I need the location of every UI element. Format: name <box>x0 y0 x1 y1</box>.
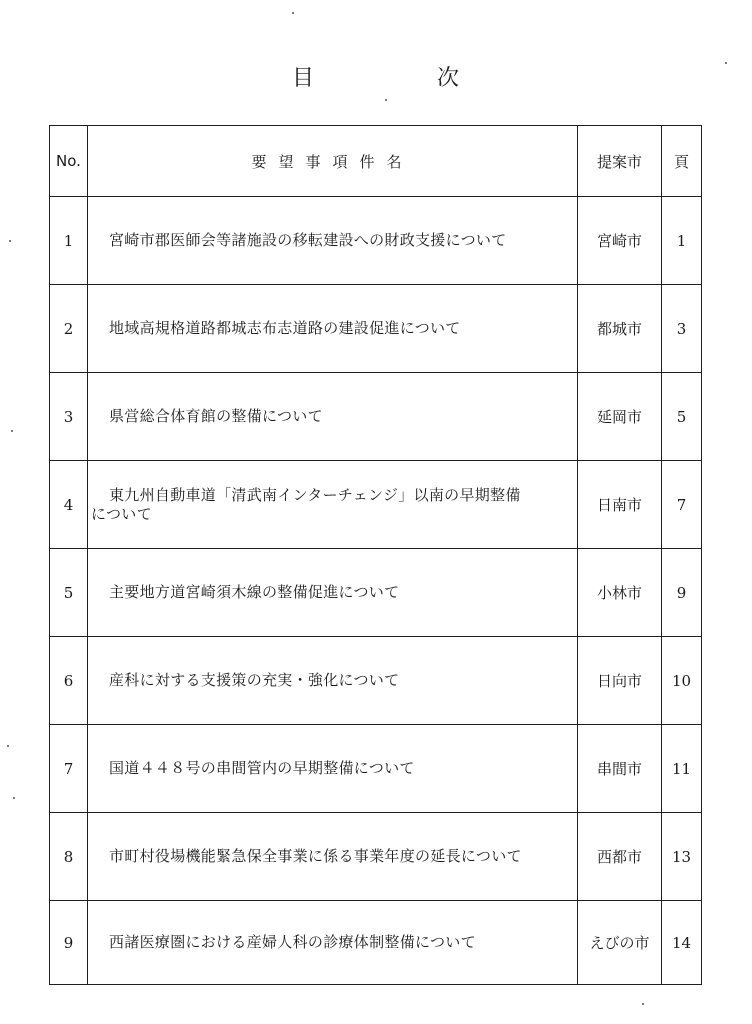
row-number: 6 <box>50 637 88 725</box>
row-item-name: 国道４４８号の串間管内の早期整備について <box>88 725 578 813</box>
scan-speck <box>7 745 9 747</box>
table-of-contents <box>49 125 702 985</box>
table-row <box>50 373 702 461</box>
row-number: 3 <box>50 373 88 461</box>
row-item-name-line-1: 東九州自動車道「清武南インターチェンジ」以南の早期整備 <box>109 485 521 504</box>
scan-speck <box>9 240 11 242</box>
row-city: 日南市 <box>578 461 662 549</box>
row-city: 日向市 <box>578 637 662 725</box>
table-row <box>50 197 702 285</box>
header-no: No. <box>50 126 88 197</box>
table-header-row <box>50 126 702 197</box>
row-number: 4 <box>50 461 88 549</box>
row-city: 串間市 <box>578 725 662 813</box>
row-item-name-line-2: について <box>91 504 152 523</box>
scan-speck <box>385 99 387 101</box>
scan-speck <box>725 62 727 64</box>
row-city: 小林市 <box>578 549 662 637</box>
row-number: 9 <box>50 901 88 985</box>
row-item-name: 産科に対する支援策の充実・強化について <box>88 637 578 725</box>
row-page: 3 <box>662 285 702 373</box>
row-page: 13 <box>662 813 702 901</box>
row-page: 9 <box>662 549 702 637</box>
row-item-name: 宮崎市郡医師会等諸施設の移転建設への財政支援について <box>88 197 578 285</box>
row-item-name: 西諸医療圏における産婦人科の診療体制整備について <box>88 901 578 985</box>
row-city: 西都市 <box>578 813 662 901</box>
row-page: 14 <box>662 901 702 985</box>
row-number: 5 <box>50 549 88 637</box>
header-page: 頁 <box>662 126 702 197</box>
row-number: 1 <box>50 197 88 285</box>
row-page: 5 <box>662 373 702 461</box>
row-city: 宮崎市 <box>578 197 662 285</box>
row-item-name: 主要地方道宮崎須木線の整備促進について <box>88 549 578 637</box>
row-item-name: 市町村役場機能緊急保全事業に係る事業年度の延長について <box>88 813 578 901</box>
table-row <box>50 813 702 901</box>
title-char-2: 次 <box>437 66 460 91</box>
row-number: 8 <box>50 813 88 901</box>
row-page: 11 <box>662 725 702 813</box>
row-item-name: 県営総合体育館の整備について <box>88 373 578 461</box>
row-city: 延岡市 <box>578 373 662 461</box>
row-page: 1 <box>662 197 702 285</box>
title-char-1: 目 <box>292 66 315 91</box>
header-request-item-name: 要望事項件名 <box>88 126 578 197</box>
row-number: 7 <box>50 725 88 813</box>
row-item-name: 地域高規格道路都城志布志道路の建設促進について <box>88 285 578 373</box>
table-row <box>50 901 702 985</box>
table-row <box>50 285 702 373</box>
table-row <box>50 461 702 549</box>
row-page: 7 <box>662 461 702 549</box>
scan-speck <box>292 12 294 14</box>
scan-speck <box>13 797 15 799</box>
row-page: 10 <box>662 637 702 725</box>
scan-speck <box>11 430 13 432</box>
header-proposing-city: 提案市 <box>578 126 662 197</box>
row-item-name <box>88 461 578 549</box>
row-city: 都城市 <box>578 285 662 373</box>
table-row <box>50 725 702 813</box>
table-row <box>50 549 702 637</box>
row-city: えびの市 <box>578 901 662 985</box>
row-number: 2 <box>50 285 88 373</box>
scan-speck <box>642 1003 644 1005</box>
page-title <box>0 64 752 98</box>
table-row <box>50 637 702 725</box>
